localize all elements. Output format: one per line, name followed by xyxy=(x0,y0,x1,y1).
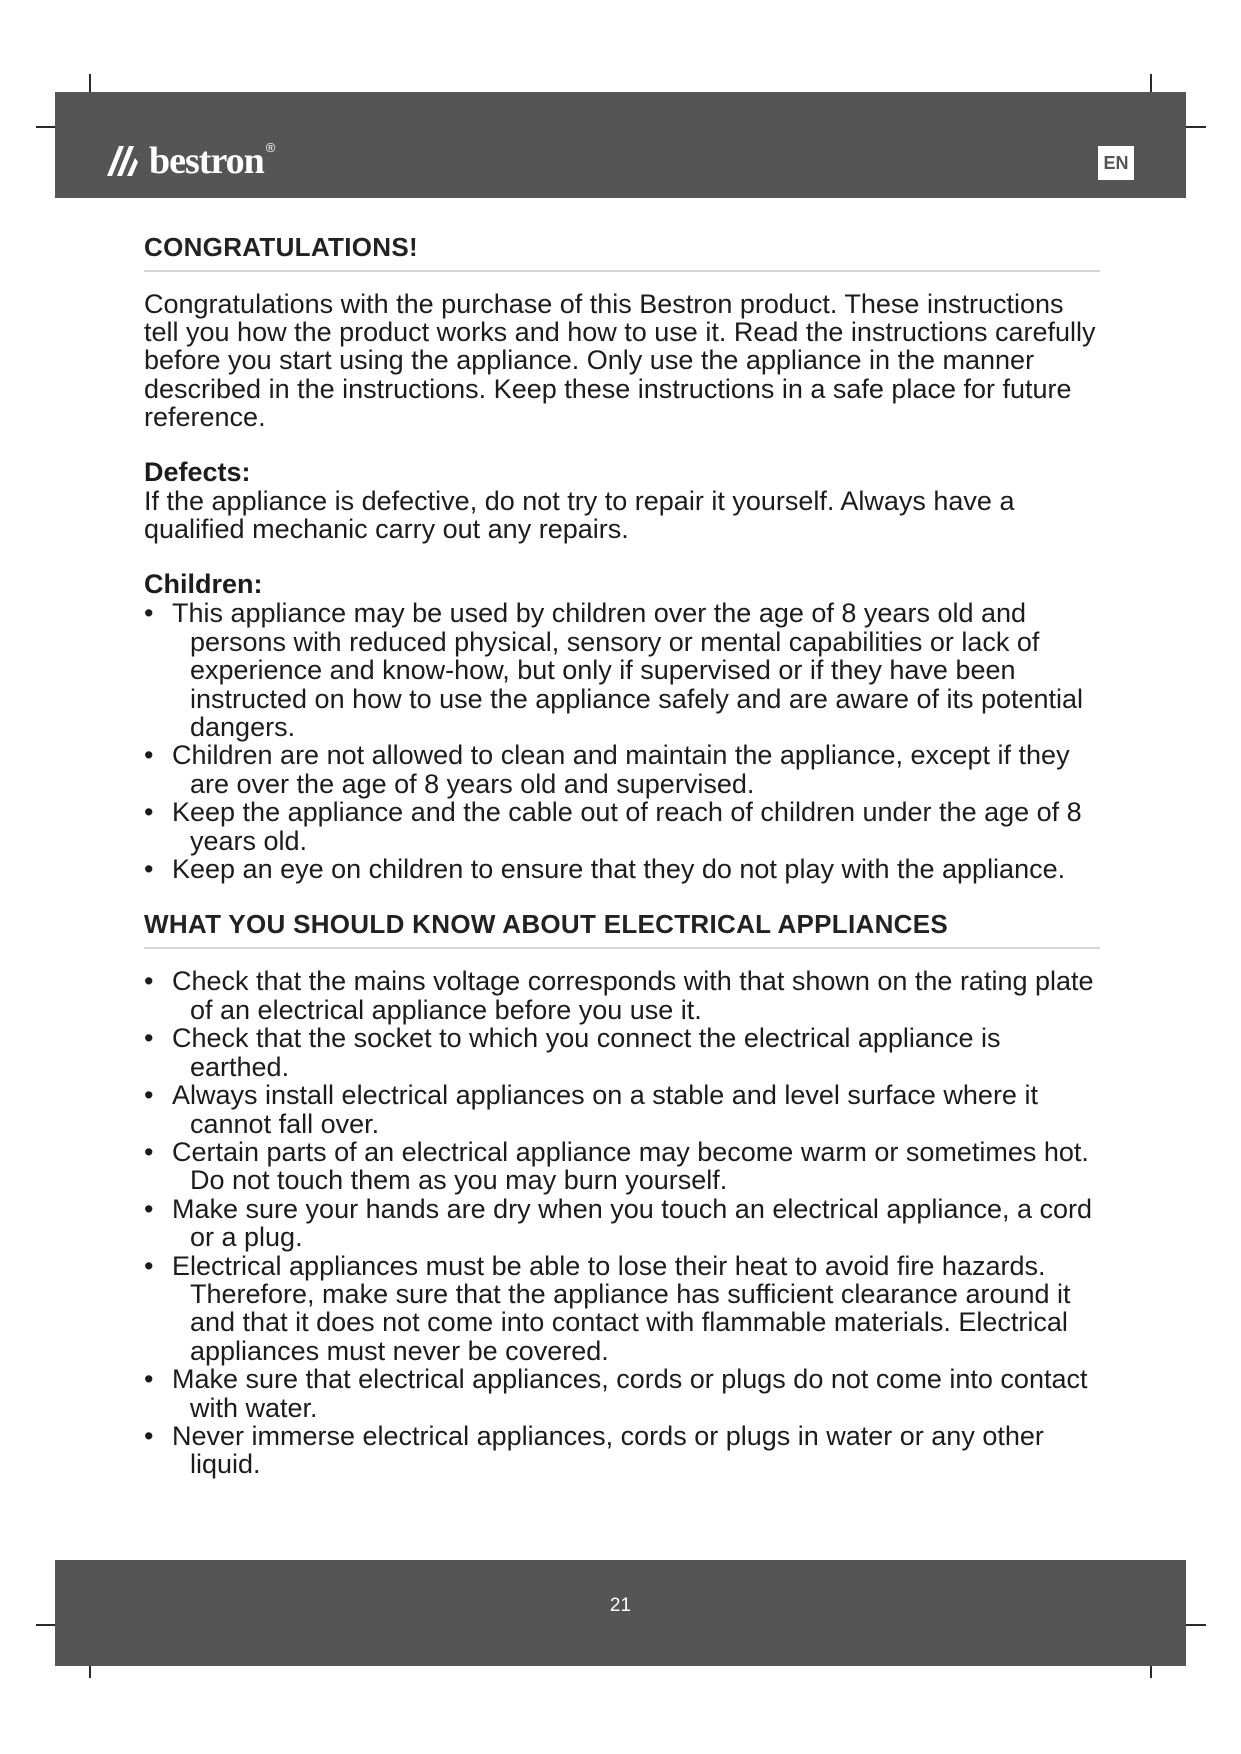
children-list xyxy=(144,599,1104,883)
logo-text: bestron xyxy=(149,140,264,182)
registered-mark: ® xyxy=(265,139,276,155)
list-item: • This appliance may be used by children over the age of 8 years old and persons with reduced physical, sensory or mental capabilities or lack of experience and know-how, but only if supervised or if they have been instructed on how to use the appliance safely and are aware of its potential dangers. xyxy=(144,599,1104,741)
defects-heading: Defects: xyxy=(144,457,251,488)
language-badge: EN xyxy=(1098,146,1134,180)
chevrons-icon xyxy=(105,144,143,178)
divider xyxy=(144,947,1100,949)
list-item: • Make sure that electrical appliances, cords or plugs do not come into contact with water. xyxy=(144,1365,1104,1422)
list-item: • Make sure your hands are dry when you touch an electrical appliance, a cord or a plug. xyxy=(144,1195,1104,1252)
list-item: • Children are not allowed to clean and maintain the appliance, except if they are over the age of 8 years old and supervised. xyxy=(144,741,1104,798)
intro-paragraph: Congratulations with the purchase of this Bestron product. These instructions tell you how the product works and how to use it. Read the instructions carefully before you start using the appliance. Only use the appliance in the manner described in the instructions. Keep these instructions in a safe place for future reference. xyxy=(144,289,1096,432)
list-item: • Check that the socket to which you connect the electrical appliance is earthed. xyxy=(144,1024,1104,1081)
divider xyxy=(144,270,1100,272)
children-heading: Children: xyxy=(144,569,263,600)
page-number: 21 xyxy=(609,1595,632,1616)
header-bar xyxy=(55,92,1186,198)
list-item: • Always install electrical appliances on a stable and level surface where it cannot fall over. xyxy=(144,1081,1104,1138)
list-item: • Certain parts of an electrical appliance may become warm or sometimes hot. Do not touch them as you may burn yourself. xyxy=(144,1138,1104,1195)
section-title-electrical: WHAT YOU SHOULD KNOW ABOUT ELECTRICAL APPLIANCES xyxy=(144,909,949,940)
defects-paragraph: If the appliance is defective, do not try to repair it yourself. Always have a qualified mechanic carry out any repairs. xyxy=(144,486,1015,545)
electrical-list xyxy=(144,967,1104,1478)
list-item: • Never immerse electrical appliances, cords or plugs in water or any other liquid. xyxy=(144,1422,1104,1479)
footer-bar xyxy=(55,1560,1186,1666)
list-item: • Check that the mains voltage corresponds with that shown on the rating plate of an electrical appliance before you use it. xyxy=(144,967,1104,1024)
list-item: • Electrical appliances must be able to lose their heat to avoid fire hazards. Therefore, make sure that the appliance has sufficient clearance around it and that it does not come into contact with flammable materials. Electrical appliances must never be covered. xyxy=(144,1252,1104,1366)
list-item: • Keep an eye on children to ensure that they do not play with the appliance. xyxy=(144,855,1104,883)
page-content xyxy=(144,228,1104,1479)
section-title-congratulations: CONGRATULATIONS! xyxy=(144,232,418,262)
brand-logo xyxy=(105,139,276,182)
list-item: • Keep the appliance and the cable out of reach of children under the age of 8 years old. xyxy=(144,798,1104,855)
